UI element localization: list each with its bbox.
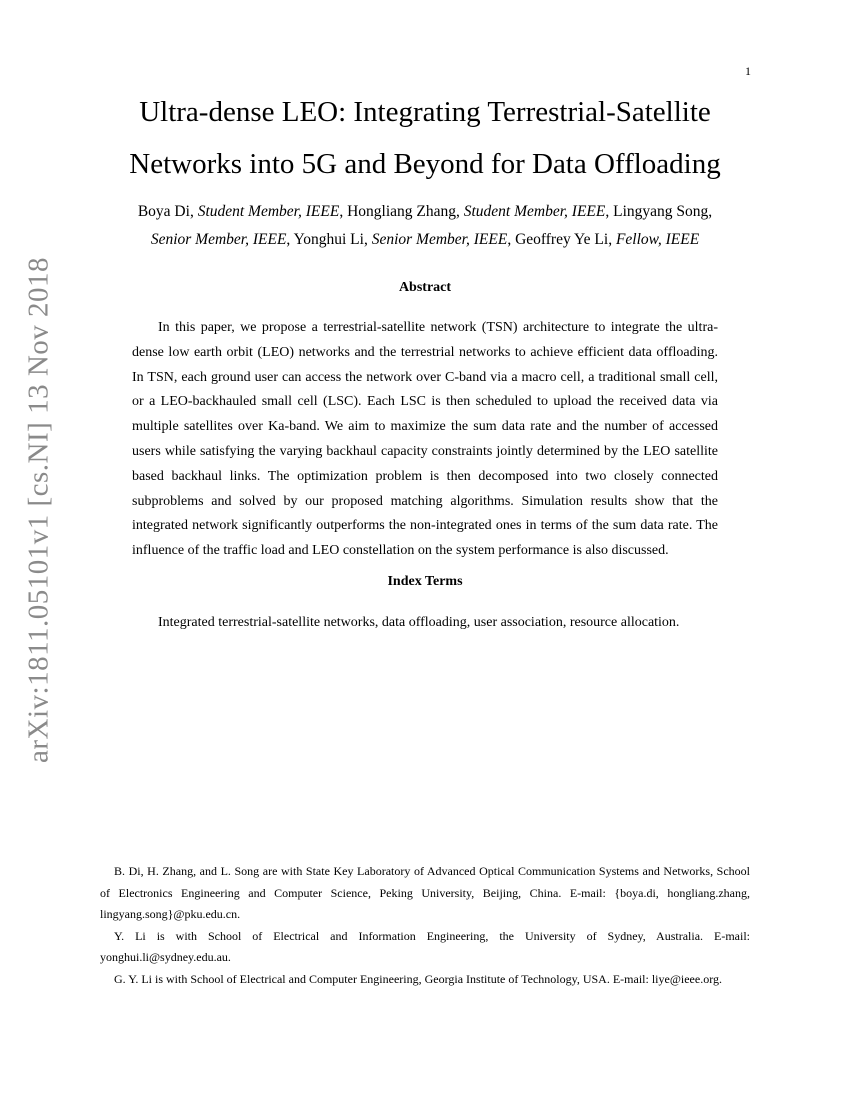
- index-terms-text: Integrated terrestrial-satellite networks, data offloading, user association, resource allocation.: [158, 615, 680, 630]
- paper-title: [0, 86, 850, 190]
- author-list: Boya Di, Student Member, IEEE, Hongliang Zhang, Student Member, IEEE, Lingyang Song, Senior Member, IEEE, Yonghui Li, Senior Member, IEEE, Geoffrey Ye Li, Fellow, IEEE: [137, 203, 713, 248]
- footnote: G. Y. Li is with School of Electrical and Computer Engineering, Georgia Institute of Technology, USA. E-mail: liye@ieee.org.: [114, 971, 722, 986]
- author-role: Senior Member, IEEE: [371, 231, 508, 248]
- author-role: Student Member, IEEE: [197, 203, 340, 220]
- arxiv-identifier-stamp: arXiv:1811.05101v1 [cs.NI] 13 Nov 2018: [22, 256, 55, 764]
- author-affiliation-footnotes: [100, 861, 750, 990]
- author-role: Senior Member, IEEE: [150, 231, 287, 248]
- author-role: Student Member, IEEE: [463, 203, 606, 220]
- paper-title-line-2: Networks into 5G and Beyond for Data Offloading: [129, 148, 721, 180]
- paper-title-line-1: Ultra-dense LEO: Integrating Terrestrial-Satellite: [139, 96, 711, 128]
- footnote: Y. Li is with School of Electrical and Information Engineering, the University of Sydney, Australia. E-mail: yonghui.li@sydney.edu.au.: [100, 928, 750, 964]
- author-name: Lingyang Song: [613, 203, 709, 220]
- footnote: B. Di, H. Zhang, and L. Song are with State Key Laboratory of Advanced Optical Communication Systems and Networks, School of Electronics Engineering and Computer Science, Peking University, Beijing, China. E-mail: {boya.di, hongliang.zhang, lingyang.song}@pku.edu.cn.: [100, 864, 750, 921]
- author-name: Yonghui Li: [293, 231, 364, 248]
- author-name: Hongliang Zhang: [347, 203, 456, 220]
- abstract-text: In this paper, we propose a terrestrial-satellite network (TSN) architecture to integrate the ultra-dense low earth orbit (LEO) networks and the terrestrial networks to achieve efficient data offloading. In TSN, each ground user can access the network over C-band via a macro cell, a traditional small cell, or a LEO-backhauled small cell (LSC). Each LSC is then scheduled to upload the received data via multiple satellites over Ka-band. We aim to maximize the sum data rate and the number of accessed users while satisfying the varying backhaul capacity constraints jointly determined by the LEO satellite based backhaul links. The optimization problem is then decomposed into two closely connected subproblems and solved by our proposed matching algorithms. Simulation results show that the integrated network significantly outperforms the non-integrated ones in terms of the sum data rate. The influence of the traffic load and LEO constellation on the system performance is also discussed.: [132, 320, 718, 559]
- author-role: Fellow, IEEE: [615, 231, 700, 248]
- author-name: Geoffrey Ye Li: [515, 231, 609, 248]
- page-number: 1: [745, 64, 751, 78]
- author-name: Boya Di: [137, 203, 190, 220]
- index-terms-heading: Index Terms: [387, 574, 463, 589]
- abstract-heading: Abstract: [398, 280, 452, 295]
